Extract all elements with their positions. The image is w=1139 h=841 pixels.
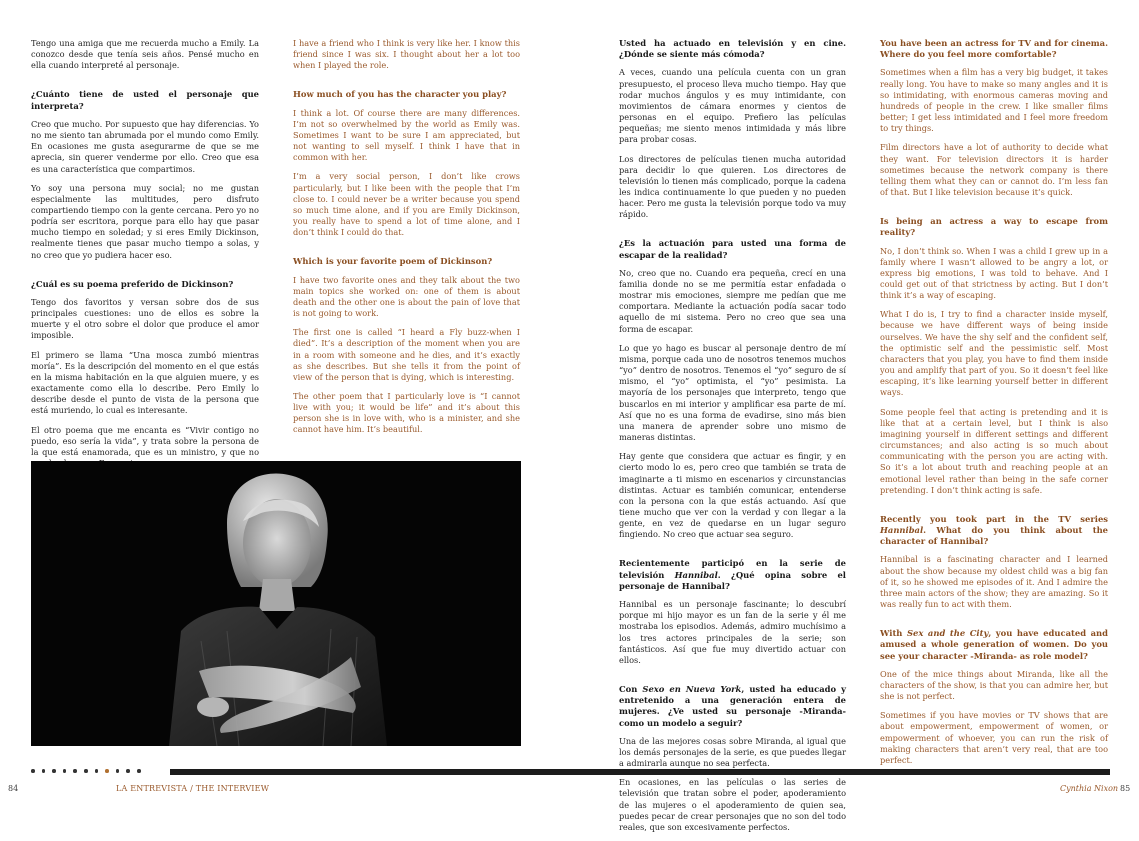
right-en-answer-2c: Some people feel that acting is pretending and it is like that at a certain level, but I think is also imagining yourself in different settings and different circumstances; and also acting is so much about communicating with the person you are acting with. So it’s a lot about truth and reaching people at an emotional level rather than being in the safe corner pretending. I don’t think acting is safe. (880, 406, 1108, 495)
right-en-question-4: With Sex and the City, you have educated and amused a whole generation of women. Do you see your character -Miranda- as role model? (880, 628, 1108, 661)
page-number-left: 84 (8, 784, 19, 793)
right-en-answer-4b: Sometimes if you have movies or TV shows that are about empowerment, empowerment of women, or empowerment of whoever, you can run the risk of making characters that aren’t very real, that are too perfect. (880, 710, 1108, 765)
right-en-answer-1b: Film directors have a lot of authority to decide what they want. For television directors it is harder sometimes because the network company is there telling them what they can or cannot do. I’m less fan of that. But I like television because it’s quick. (880, 142, 1108, 197)
section-label: LA ENTREVISTA / THE INTERVIEW (116, 784, 270, 793)
page-number-right: 85 (1120, 784, 1131, 793)
left-es-answer-2c: El otro poema que me encanta es “Vivir contigo no puedo, eso sería la vida”, y trata sobre la persona de la que está enamorada, que es un ministro, y que no (31, 424, 259, 457)
footer-dot-accent (105, 769, 109, 773)
right-en-answer-3a: Hannibal is a fascinating character and I learned about the show because my oldest child was a big fan of it, so he showed me episodes of it. And I admire the three main actors of the show; they are amazing. So it was really fun to act with them. (880, 554, 1108, 610)
left-en-answer-1a: I think a lot. Of course there are many differences. I’m not so overwhelmed by the world as Emily was. Sometimes I want to be sure I am appreciated, but not wanting to sell myself. I think I have that in common with her. (293, 107, 520, 163)
footer-dot (116, 769, 120, 773)
footer-dot (84, 769, 88, 773)
footer-dot (42, 769, 46, 773)
footer-dot (52, 769, 56, 773)
subject-name: Cynthia Nixon (1060, 784, 1119, 793)
footer-dots (31, 769, 141, 773)
left-en-question-1: How much of you has the character you play? (293, 89, 507, 100)
left-es-answer-2b: El primero se llama “Una mosca zumbó mientras moría”. Es la descripción del momento en el que estás en la misma habitación en la que alguien muere, y es exactamente como ella lo describe. Pero Emily lo describe desde el punto de vista de la persona que está muriendo, lo cual es interesante. (31, 349, 259, 416)
left-en-answer-2a: I have two favorite ones and they talk about the two main topics she worked on: one of them is about death and the other one is about the pain of love that is not going to work. (293, 274, 520, 319)
left-es-question-1: ¿Cuánto tiene de usted el personaje que interpreta? (31, 89, 259, 111)
left-es-answer-1a: Creo que mucho. Por supuesto que hay diferencias. Yo no me siento tan abrumada por el mundo como Emily. En ocasiones me gusta asegurarme de que se me aprecia, sin querer venderme por ello. Creo que esa es una característica que compartimos. (31, 118, 259, 174)
footer-dot (73, 769, 77, 773)
right-en-question-2: Is being an actress a way to escape from reality? (880, 216, 1108, 238)
portrait-illustration (31, 461, 521, 746)
left-es-intro: Tengo una amiga que me recuerda mucho a Emily. La conozco desde que tenía seis años. Pensé mucho en ella cuando interpreté al personaje. (31, 38, 259, 71)
right-es-answer-2b: Lo que yo hago es buscar al personaje dentro de mí misma, porque cada uno de nosotros tenemos muchos “yo” dentro de nosotros. Tenemos el “yo” seguro de sí mismo, el “yo” optimista, el “yo” pesimista. La mayoría de los personajes que interpreto, tengo que buscarlos en mi interior y amplificar esa parte de mí. Así que no es una forma de evadirse, sino más bien una manera de aprender sobre uno mismo de maneras distintas. (619, 342, 846, 443)
right-en-answer-4a: One of the mice things about Miranda, like all the characters of the show, is that you can admire her, but she is not perfect. (880, 668, 1108, 702)
left-es-answer-1b: Yo soy una persona muy social; no me gustan especialmente las multitudes, pero disfruto compartiendo tiempo con la gente cercana. Pero yo no podría ser escritora, porque para ello hay que pasar mucho tiempo en soledad; y si eres Emily Dickinson, realmente tienes que pasar mucho tiempo a solas, y no creo que yo pudiera hacer eso. (31, 182, 259, 260)
footer-dot (137, 769, 141, 773)
footer-dot (126, 769, 130, 773)
left-es-column (31, 38, 259, 477)
left-en-answer-1b: I’m a very social person, I don’t like crows particularly, but I like been with the people that I’m close to. I could never be a writer because you spend so much time alone, and if you are Emily Dickinson, you really have to spend a lot of time alone, and I don’t think I could do that. (293, 171, 520, 238)
portrait-photo (31, 461, 521, 746)
right-es-question-3: Recientemente participó en la serie de televisión Hannibal. ¿Qué opina sobre el personaje de Hannibal? (619, 558, 846, 591)
right-es-question-4: Con Sexo en Nueva York, usted ha educado y entretenido a una generación entera de mujeres. ¿Ve usted su personaje -Miranda- como un modelo a seguir? (619, 683, 846, 728)
right-es-answer-4b: En ocasiones, en las películas o las series de televisión que tratan sobre el poder, apoderamiento de las mujeres o el apoderamiento de quien sea, puedes pecar de crear personajes que no son del todo reales, que son excesivamente perfectos. (619, 777, 846, 832)
right-es-answer-2c: Hay gente que considera que actuar es fingir, y en cierto modo lo es, pero creo que también se trata de imaginarte a ti mismo en escenarios y circunstancias distintas. Actuar es también comunicar, entenderse con la persona con la que estás actuando. Así que tiene mucho que ver con la verdad y con llegar a la gente, en vez de quedarse en un lugar seguro fingiendo. No creo que actuar sea seguro. (619, 451, 846, 540)
left-en-column (293, 38, 520, 444)
footer-dot (63, 769, 67, 773)
right-es-answer-4a: Una de las mejores cosas sobre Miranda, al igual que los demás personajes de la serie, es que puedes llegar a admirarla aunque no sea perfecta. (619, 735, 846, 769)
right-es-column (619, 38, 846, 841)
right-en-column (880, 38, 1108, 774)
left-es-question-2: ¿Cuál es su poema preferido de Dickinson? (31, 278, 234, 289)
left-en-answer-2b: The first one is called “I heard a Fly buzz-when I died”. It’s a description of the moment when you are in a room with someone and he dies, and it’s exactly as she describes. But she tells it from the point of view of the person that is dying, which is interesting. (293, 327, 520, 382)
right-es-answer-2a: No, creo que no. Cuando era pequeña, crecí en una familia donde no se me permitía estar enfadada o mostrar mis emociones, siempre me pedían que me comportara. Mediante la actuación podía sacar todo aquello de mi sistema. Pero no creo que sea una forma de escapar. (619, 267, 846, 334)
right-en-answer-1a: Sometimes when a film has a very big budget, it takes really long. You have to make so many angles and it is so intimidating, with enormous cameras moving and hundreds of people in the crew. I like smaller films better; I get less intimidated and I feel more freedom to try things. (880, 67, 1108, 134)
footer-dot (95, 769, 99, 773)
right-es-answer-1a: A veces, cuando una película cuenta con un gran presupuesto, el proceso lleva mucho tiempo. Hay que rodar muchos ángulos y es muy intimidante, con movimientos de cámara enormes y cientos de personas en el equipo. Prefiero las películas pequeñas; me siento menos intimidada y más libre para probar cosas. (619, 67, 846, 145)
left-en-question-2: Which is your favorite poem of Dickinson? (293, 256, 493, 267)
right-en-answer-2a: No, I don’t think so. When I was a child I grew up in a family where I wasn’t allowed to be angry a lot, or express big emotions, I was told to behave. And I could get out of that strictness by acting. But I don’t think it’s a way of escaping. (880, 245, 1108, 301)
footer-rule (170, 769, 1110, 775)
left-es-answer-2a: Tengo dos favoritos y versan sobre dos de sus principales cuestiones: uno de ellos es sobre la muerte y el otro sobre el dolor que produce el amor imposible. (31, 296, 259, 341)
right-es-question-2: ¿Es la actuación para usted una forma de escapar de la realidad? (619, 238, 846, 260)
footer-dot (31, 769, 35, 773)
right-es-question-1: Usted ha actuado en televisión y en cine. ¿Dónde se siente más cómoda? (619, 38, 846, 60)
right-es-answer-1b: Los directores de películas tienen mucha autoridad para decidir lo que quieren. Los directores de televisión lo tienen más complicado, porque la cadena les indica continuamente lo que pueden y no pueden hacer. Pero me gusta la televisión porque todo va muy rápido. (619, 153, 846, 220)
left-en-intro: I have a friend who I think is very like her. I know this friend since I was six. I thought about her a lot too when I played the role. (293, 38, 520, 71)
right-en-answer-2b: What I do is, I try to find a character inside myself, because we have different ways of being inside ourselves. We have the shy self and the confident self, the optimistic self and the pessimistic self. Most characters that you play, you have to find them inside you and amplify that part of you. So it doesn’t feel like escaping, it’s like learning yourself better in different ways. (880, 309, 1108, 398)
right-en-question-3: Recently you took part in the TV series Hannibal. What do you think about the character of Hannibal? (880, 513, 1108, 547)
right-en-question-1: You have been an actress for TV and for cinema. Where do you feel more comfortable? (880, 38, 1108, 60)
right-es-answer-3a: Hannibal es un personaje fascinante; lo descubrí porque mi hijo mayor es un fan de la serie y él me mostraba los episodios. Además, admiro muchísimo a los tres actores principales de la serie; son fantásticos. Así que fue muy divertido actuar con ellos. (619, 599, 846, 665)
left-en-answer-2c: The other poem that I particularly love is “I cannot live with you; it would be life” and it’s about this person she is in love with, who is a minister, and she cannot have him. It’s beautiful. (293, 391, 520, 435)
